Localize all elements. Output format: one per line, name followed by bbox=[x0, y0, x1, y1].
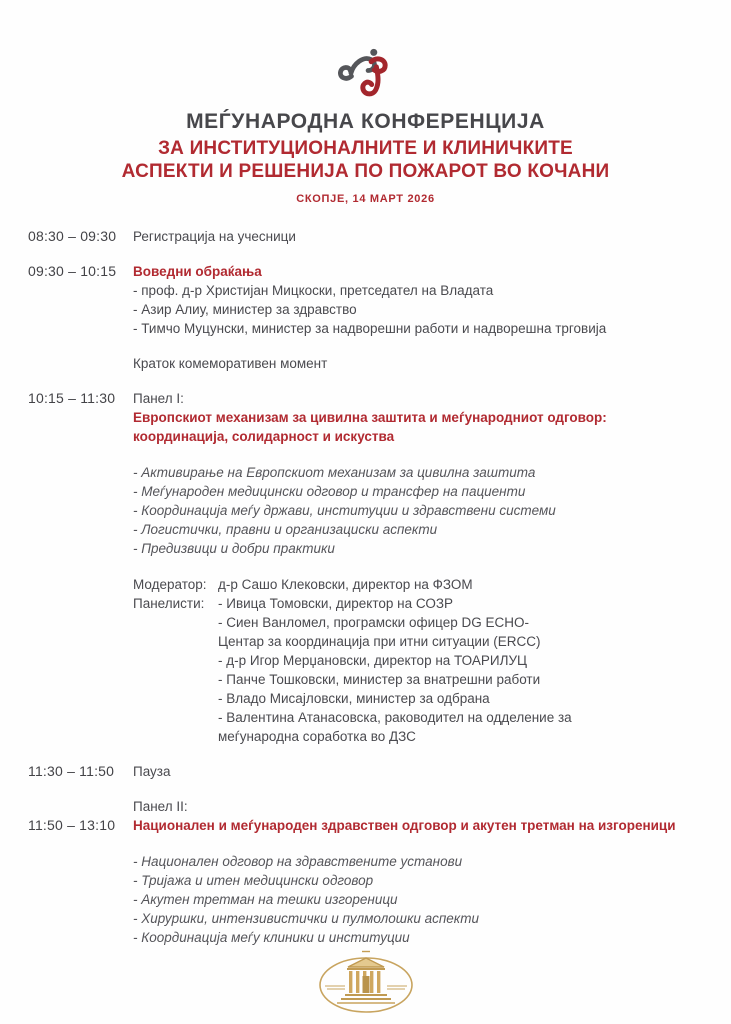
schedule-row bbox=[28, 354, 701, 373]
spacer bbox=[133, 835, 701, 852]
subtitle-line-1: ЗА ИНСТИТУЦИОНАЛНИТЕ И КЛИНИЧКИТЕ bbox=[158, 138, 573, 159]
text-line: меѓународна соработка во ДЗС bbox=[218, 729, 416, 744]
text-line: - Национален одговор на здравствените установи bbox=[133, 854, 463, 869]
subtitle-line-2: АСПЕКТИ И РЕШЕНИЈА ПО ПОЖАРОТ ВО КОЧАНИ bbox=[121, 161, 610, 182]
labeled-block bbox=[133, 594, 701, 746]
text-line: - Логистички, правни и организациски аспекти bbox=[133, 522, 438, 537]
block-label: Модератор: bbox=[133, 577, 207, 592]
session-content bbox=[133, 389, 701, 746]
session-content bbox=[133, 354, 701, 373]
time-range: 11:50 – 13:10 bbox=[28, 817, 116, 833]
government-building-emblem-icon bbox=[305, 948, 427, 1023]
header bbox=[0, 0, 731, 205]
text-line: Панел II: bbox=[133, 799, 188, 814]
session-content bbox=[133, 262, 701, 338]
time-range: 08:30 – 09:30 bbox=[28, 228, 117, 244]
spacer bbox=[133, 446, 701, 463]
page-subtitle bbox=[0, 137, 731, 183]
spacer bbox=[133, 558, 701, 575]
text-line: - Хируршки, интензивистички и пулмолошки аспекти bbox=[133, 911, 480, 926]
block-value bbox=[218, 575, 701, 594]
session-content bbox=[133, 227, 701, 246]
text-line: - Владо Мисајловски, министер за одбрана bbox=[218, 691, 490, 706]
location-date: СКОПЈЕ, 14 МАРТ 2026 bbox=[296, 193, 435, 205]
schedule-row bbox=[28, 227, 701, 246]
text-line: Европскиот механизам за цивилна заштита и меѓународниот одговор: bbox=[133, 410, 607, 425]
text-line: - Координација меѓу клиники и институции bbox=[133, 930, 410, 945]
text-line: - Панче Тошковски, министер за внатрешни работи bbox=[218, 672, 541, 687]
time-range: 11:30 – 11:50 bbox=[28, 763, 115, 779]
time-range: 10:15 – 11:30 bbox=[28, 390, 116, 406]
text-line: - проф. д-р Христијан Мицкоски, претседател на Владата bbox=[133, 283, 494, 298]
text-line: - Ивица Томовски, директор на СОЗР bbox=[218, 596, 453, 611]
schedule-row bbox=[28, 262, 701, 338]
text-line: координација, солидарност и искуства bbox=[133, 429, 395, 444]
page-title: МЕЃУНАРОДНА КОНФЕРЕНЦИЈА bbox=[186, 110, 545, 133]
text-line: - Координација меѓу држави, институции и здравствени системи bbox=[133, 503, 556, 518]
block-value bbox=[218, 594, 701, 746]
session-content bbox=[133, 797, 701, 947]
text-line: - Предизвици и добри практики bbox=[133, 541, 335, 556]
text-line: Панел I: bbox=[133, 391, 184, 406]
text-line: Регистрација на учесници bbox=[133, 229, 296, 244]
text-line: Центар за координација при итни ситуации (ERCC) bbox=[218, 634, 541, 649]
time-range bbox=[28, 354, 133, 373]
schedule-row bbox=[28, 762, 701, 781]
text-line: - Сиен Ванломел, програмски офицер DG ECHO- bbox=[218, 615, 529, 630]
time-range: 09:30 – 10:15 bbox=[28, 263, 117, 279]
schedule bbox=[0, 227, 731, 947]
text-line: Краток комеморативен момент bbox=[133, 356, 328, 371]
text-line: Национален и меѓународен здравствен одговор и акутен третман на изгореници bbox=[133, 818, 676, 833]
schedule-row bbox=[28, 797, 701, 947]
text-line: - Валентина Атанасовска, раководител на одделение за bbox=[218, 710, 572, 725]
session-content bbox=[133, 762, 701, 781]
text-line: д-р Сашо Клековски, директор на ФЗОМ bbox=[218, 577, 473, 592]
swirl-conference-logo-icon bbox=[0, 42, 731, 98]
labeled-block bbox=[133, 575, 701, 594]
text-line: - Азир Алиу, министер за здравство bbox=[133, 302, 357, 317]
text-line: - Тријажа и итен медицински одговор bbox=[133, 873, 374, 888]
text-line: - Активирање на Европскиот механизам за цивилна заштита bbox=[133, 465, 536, 480]
text-line: - Акутен третман на тешки изгореници bbox=[133, 892, 398, 907]
text-line: - д-р Игор Мерџановски, директор на ТОАРИЛУЦ bbox=[218, 653, 528, 668]
schedule-row bbox=[28, 389, 701, 746]
block-label: Панелисти: bbox=[133, 596, 205, 611]
text-line: Пауза bbox=[133, 764, 171, 779]
text-line: - Меѓународен медицински одговор и трансфер на пациенти bbox=[133, 484, 526, 499]
text-line: Воведни обраќања bbox=[133, 264, 262, 279]
text-line: - Тимчо Муцунски, министер за надворешни работи и надворешна трговија bbox=[133, 321, 607, 336]
